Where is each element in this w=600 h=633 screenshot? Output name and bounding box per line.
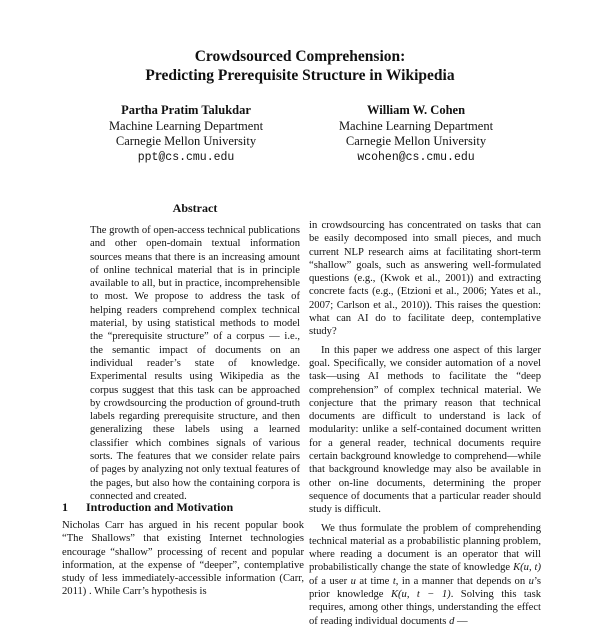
text-run: —: [457, 615, 468, 627]
author-department: Machine Learning Department: [338, 118, 494, 133]
paragraph: [309, 522, 541, 628]
author-email: wcohen@cs.cmu.edu: [357, 150, 475, 164]
math-inline: K(u, t): [513, 562, 541, 574]
paragraph: in crowdsourcing has concentrated on tasks that can be easily decomposed into small pieces, and much current NLP research aims at facilitating short-term “shallow” goals, such as answering well-formulated questions (e.g., (Kwok et al., 2001)) and extracting concrete facts (e.g., (Etzioni et al., 2006; Yates et al., 2007; Carlson et al., 2010)). This raises the question: what can AI do to facilitate deep, contemplative study?: [309, 220, 541, 338]
math-inline: K(u, t − 1): [390, 589, 451, 601]
abstract-text: The growth of open-access technical publications and other open-domain textual information sources means that there is an increasing amount of online technical material that is in principle available to all, but in practice, incomprehensible to most. We propose to address the task of helping readers comprehend complex technical material, by using statistical methods to model the “prerequisite structure” of a corpus — i.e., the semantic impact of documents on an individual reader’s state of knowledge. Experimental results using Wikipedia as the corpus suggest that this task can be approached by crowdsourcing the production of ground-truth labels regarding prerequisite structure, and then generalizing these labels using a learned classifier which combines signals of various sorts. The features that we consider relate pairs of pages by analyzing not only textual features of the pages, but also how the containing corpora is connected and created.: [90, 225, 300, 502]
text-run: , in a manner that depends on: [395, 575, 526, 587]
author-email: ppt@cs.cmu.edu: [137, 150, 235, 164]
author-university: Carnegie Mellon University: [345, 134, 487, 148]
author-university: Carnegie Mellon University: [115, 134, 257, 148]
math-inline: u: [350, 575, 356, 587]
author-block-2: [296, 103, 536, 165]
text-run: of a user: [309, 575, 348, 587]
paper-title: [0, 47, 600, 85]
title-line-1: Crowdsourced Comprehension:: [194, 48, 406, 65]
section-number: 1: [62, 500, 68, 514]
math-inline: t: [392, 575, 396, 587]
section-title: Introduction and Motivation: [86, 500, 234, 514]
abstract-heading: Abstract: [172, 201, 218, 215]
author-name: Partha Pratim Talukdar: [121, 103, 251, 117]
text-run: ’s prior knowledge: [309, 575, 542, 601]
author-name: William W. Cohen: [366, 103, 466, 117]
author-department: Machine Learning Department: [108, 118, 264, 133]
text-run: We thus formulate the problem of comprehending technical material as a probabilistic planning problem, where reading a document is an operator that will probabilistically change the state of knowledge: [309, 522, 541, 574]
title-line-2: Predicting Prerequisite Structure in Wikipedia: [145, 67, 455, 84]
section-heading: [62, 500, 302, 515]
text-run: at time: [359, 575, 390, 587]
intro-paragraph: Nicholas Carr has argued in his recent popular book “The Shallows” that existing Internet technologies encourage “shallow” processing of recent and popular information, at the expense of “deeper”, contemplative study of less immediately-accessible information (Carr, 2011) . While Carr’s hypothesis is: [62, 520, 304, 598]
math-inline: u: [528, 575, 534, 587]
text-run: . Solving this task requires, among other things, understanding the effect of reading individual documents: [309, 589, 541, 627]
paragraph: In this paper we address one aspect of this larger goal. Specifically, we consider automation of a novel task—using AI methods to facilitate the “deep comprehension” of complex technical material. We conjecture that the primary reason that technical documents are difficult to understand is lack of modularity: unlike a self-contained document written for a general reader, technical documents require certain background knowledge to comprehend—while that background knowledge may also be available in other on-line documents, determining the proper sequence of documents that a particular reader should study is difficult.: [309, 344, 541, 516]
math-inline: d: [449, 615, 455, 627]
author-block-1: [66, 103, 306, 165]
right-column: [309, 219, 541, 633]
